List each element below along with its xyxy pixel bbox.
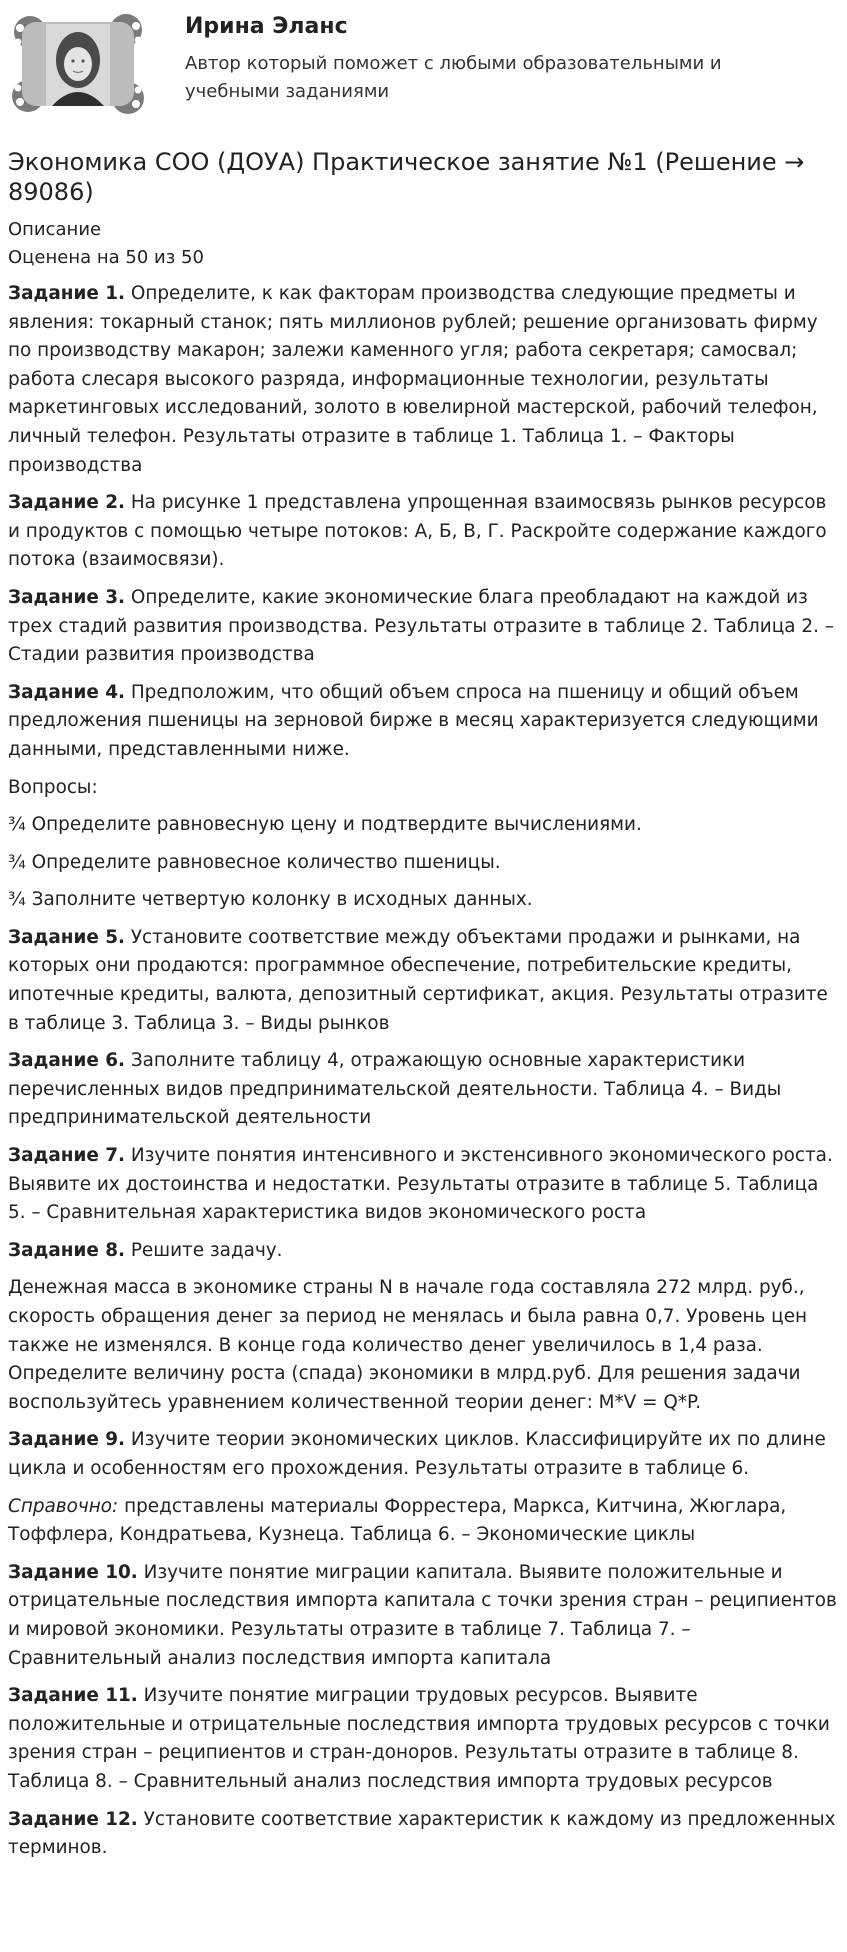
task-text: Заполните таблицу 4, отражающую основные характеристики перечисленных видов предпринимательской деятельности. Таблица 4. – Виды предпринимательской деятельности (8, 1050, 782, 1129)
task-text: Вопросы: (8, 776, 98, 798)
rating-text: Оценена на 50 из 50 (8, 247, 204, 268)
task-paragraph (8, 280, 840, 480)
task-text: Изучите теории экономических циклов. Классифицируйте их по длине цикла и особенностям его прохождения. Результаты отразите в таблице 6. (8, 1429, 826, 1479)
task-number: Задание 1. (8, 283, 125, 304)
task-paragraph (8, 1682, 840, 1796)
work-meta (8, 216, 838, 272)
task-text: ¾ Заполните четвертую колонку в исходных данных. (8, 889, 533, 911)
task-number: Задание 6. (8, 1050, 125, 1072)
task-text: Установите соответствие между объектами продажи и рынками, на которых они продаются: программное обеспечение, потребительские кредиты, ипотечные кредиты, валюта, депозитный сертификат, акция. Результаты отразите в таблице 3. Таблица 3. – Виды рынков (8, 926, 828, 1034)
task-paragraph (8, 1237, 840, 1266)
task-paragraph (8, 1806, 840, 1863)
task-number: Задание 3. (8, 586, 125, 608)
task-text: Изучите понятие миграции трудовых ресурсов. Выявите положительные и отрицательные последствия импорта трудовых ресурсов с точки зрения стран – реципиентов и стран-доноров. Результаты отразите в таблице 8. Таблица 8. – Сравнительный анализ последствия импорта трудовых ресурсов (8, 1685, 830, 1792)
task-paragraph (8, 679, 840, 765)
task-number: Задание 5. (8, 926, 125, 948)
task-text: ¾ Определите равновесную цену и подтвердите вычислениями. (8, 814, 642, 836)
task-paragraph (8, 886, 840, 915)
task-number: Задание 2. (8, 492, 125, 514)
task-paragraph (8, 584, 840, 670)
task-paragraph (8, 1274, 840, 1417)
task-text: Определите, какие экономические блага преобладают на каждой из трех стадий развития производства. Результаты отразите в таблице 2. Таблица 2. – Стадии развития производства (8, 586, 834, 666)
task-text: Решите задачу. (125, 1239, 283, 1261)
task-number: Задание 8. (8, 1239, 125, 1261)
task-number: Задание 10. (8, 1561, 138, 1583)
task-text: Предположим, что общий объем спроса на пшеницу и общий объем предложения пшеницы на зерновой бирже в месяц характеризуется следующими данными, представленными ниже. (8, 681, 819, 760)
task-number: Задание 11. (8, 1685, 138, 1707)
author-avatar[interactable] (8, 8, 148, 120)
task-number: Задание 7. (8, 1145, 125, 1167)
task-paragraph (8, 1142, 840, 1228)
task-paragraph (8, 774, 840, 803)
task-number: Задание 12. (8, 1808, 138, 1830)
task-paragraph (8, 489, 840, 575)
description-label: Описание (8, 219, 102, 240)
task-text: Установите соответствие характеристик к каждому из предложенных терминов. (8, 1808, 836, 1859)
reference-label: Справочно: (8, 1495, 119, 1517)
author-header (0, 0, 847, 130)
task-paragraph (8, 849, 840, 878)
task-text: Изучите понятие миграции капитала. Выявите положительные и отрицательные последствия импорта капитала с точки зрения стран – реципиентов и мировой экономики. Результаты отразите в таблице 7. Таблица 7. – Сравнительный анализ последствия импорта капитала (8, 1561, 837, 1669)
task-paragraph (8, 924, 840, 1038)
task-text: Определите, к как факторам производства следующие предметы и явления: токарный станок; пять миллионов рублей; решение организовать фирму по производству макарон; залежи каменного угля; работа секретаря; самосвал; работа слесаря высокого разряда, информационные технологии, результаты маркетинговых исследований, золото в ювелирной мастерской, рабочий телефон, личный телефон. Результаты отразите в таблице 1. Таблица 1. – Факторы производства (8, 283, 818, 476)
task-paragraph (8, 1493, 840, 1550)
task-paragraph (8, 1559, 840, 1673)
task-paragraph (8, 1047, 840, 1133)
task-content (8, 280, 840, 1872)
task-number: Задание 4. (8, 681, 125, 703)
task-text: ¾ Определите равновесное количество пшеницы. (8, 851, 501, 873)
task-number: Задание 9. (8, 1429, 125, 1451)
work-title: Экономика СОО (ДОУА) Практическое занятие №1 (Решение → 89086) (8, 148, 805, 206)
task-text: Денежная масса в экономике страны N в начале года составляла 272 млрд. руб., скорость обращения денег за период не менялась и была равна 0,7. Уровень цен также не изменялся. В конце года количество денег увеличилось в 1,4 раза. Определите величину роста (спада) экономики в млрд.руб. Для решения задачи воспользуйтесь уравнением количественной теории денег: M*V = Q*P. (8, 1277, 808, 1413)
task-paragraph (8, 1426, 840, 1483)
task-text: На рисунке 1 представлена упрощенная взаимосвязь рынков ресурсов и продуктов с помощью четыре потоков: А, Б, В, Г. Раскройте содержание каждого потока (взаимосвязи). (8, 492, 827, 571)
task-text: представлены материалы Форрестера, Маркса, Китчина, Жюглара, Тоффлера, Кондратьева, Кузнеца. Таблица 6. – Экономические циклы (8, 1495, 787, 1546)
task-text: Изучите понятия интенсивного и экстенсивного экономического роста. Выявите их достоинства и недостатки. Результаты отразите в таблице 5. Таблица 5. – Сравнительная характеристика видов экономического роста (8, 1145, 833, 1224)
author-name[interactable]: Ирина Эланс (185, 14, 348, 39)
author-description: Автор который поможет с любыми образовательными и учебными заданиями (185, 53, 722, 102)
task-paragraph (8, 811, 840, 840)
